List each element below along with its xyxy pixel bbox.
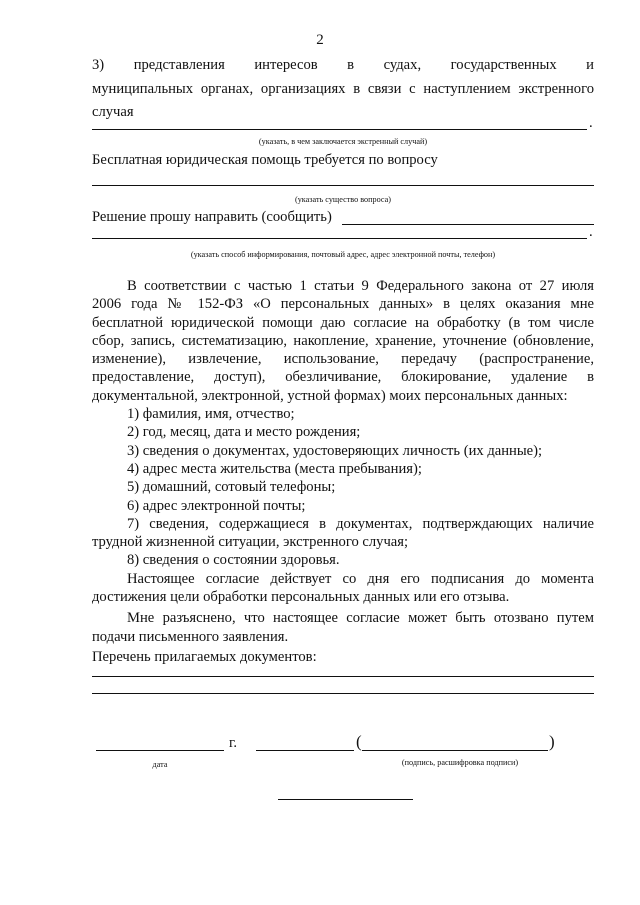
item3-line2: муниципальных органах, организациях в связи с наступлением экстренного xyxy=(92,81,594,97)
date-label: дата xyxy=(152,760,168,769)
consent-line: предоставление, доступ), обезличивание, блокирование, удаление в xyxy=(92,369,594,386)
signature-decoding-field[interactable] xyxy=(362,750,548,751)
question-label: Бесплатная юридическая помощь требуется по вопросу xyxy=(92,152,438,168)
attachments-label: Перечень прилагаемых документов: xyxy=(92,649,317,665)
consent-line: 2006 года № 152-ФЗ «О персональных данных» в целях оказания мне xyxy=(92,296,594,313)
consent-line: бесплатной юридической помощи даю согласие на обработку (в том числе xyxy=(92,314,594,331)
signature-hint: (подпись, расшифровка подписи) xyxy=(401,758,519,767)
consent-line: В соответствии с частью 1 статьи 9 Федерального закона от 27 июля xyxy=(127,278,594,294)
field-dot: . xyxy=(589,224,593,240)
page-number: 2 xyxy=(316,32,324,48)
consent-item: 6) адрес электронной почты; xyxy=(127,497,306,514)
decision-field-2[interactable] xyxy=(92,238,587,239)
attachments-field-2[interactable] xyxy=(92,693,594,694)
decision-label: Решение прошу направить (сообщить) xyxy=(92,209,332,225)
consent-item: 3) сведения о документах, удостоверяющих личность (их данные); xyxy=(127,442,543,459)
consent-line: изменение), извлечение, использование, передачу (распространение, xyxy=(92,351,594,368)
question-field[interactable] xyxy=(92,185,594,186)
open-paren: ( xyxy=(356,732,362,751)
end-rule xyxy=(278,799,413,800)
validity-text: Настоящее согласие действует со дня его подписания до момента xyxy=(127,570,594,587)
field-dot: . xyxy=(589,115,593,131)
item3-line1: 3) представления интересов в судах, государственных и xyxy=(92,57,594,73)
consent-item-continuation: трудной жизненной ситуации, экстренного случая; xyxy=(92,534,409,551)
consent-paragraph xyxy=(92,277,594,646)
consent-item: 2) год, месяц, дата и место рождения; xyxy=(127,424,361,441)
question-hint: (указать существо вопроса) xyxy=(294,195,392,204)
emergency-hint: (указать, в чем заключается экстренный случай) xyxy=(258,137,428,146)
emergency-field[interactable] xyxy=(92,129,587,130)
consent-item: 4) адрес места жительства (места пребывания); xyxy=(127,460,422,477)
consent-item: 8) сведения о состоянии здоровья. xyxy=(127,552,340,569)
year-suffix: г. xyxy=(229,735,237,751)
consent-item: 1) фамилия, имя, отчество; xyxy=(127,406,295,423)
date-field[interactable] xyxy=(96,750,224,751)
consent-line: документальной, электронной, устной формах) моих персональных данных: xyxy=(92,387,568,404)
revoke-text: Мне разъяснено, что настоящее согласие может быть отозвано путем xyxy=(127,610,594,627)
item3-line3: случая xyxy=(92,104,134,120)
decision-field[interactable] xyxy=(342,224,594,225)
close-paren: ) xyxy=(549,732,555,751)
consent-item: 7) сведения, содержащиеся в документах, подтверждающих наличие xyxy=(127,515,594,532)
validity-text: достижения цели обработки персональных данных или его отзыва. xyxy=(92,589,510,606)
decision-hint: (указать способ информирования, почтовый адрес, адрес электронной почты, телефон) xyxy=(190,250,496,259)
consent-item: 5) домашний, сотовый телефоны; xyxy=(127,479,336,496)
signature-field[interactable] xyxy=(256,750,354,751)
revoke-text: подачи письменного заявления. xyxy=(92,628,289,645)
attachments-field-1[interactable] xyxy=(92,676,594,677)
consent-line: сбор, запись, систематизацию, накопление, хранение, уточнение (обновление, xyxy=(92,332,594,349)
